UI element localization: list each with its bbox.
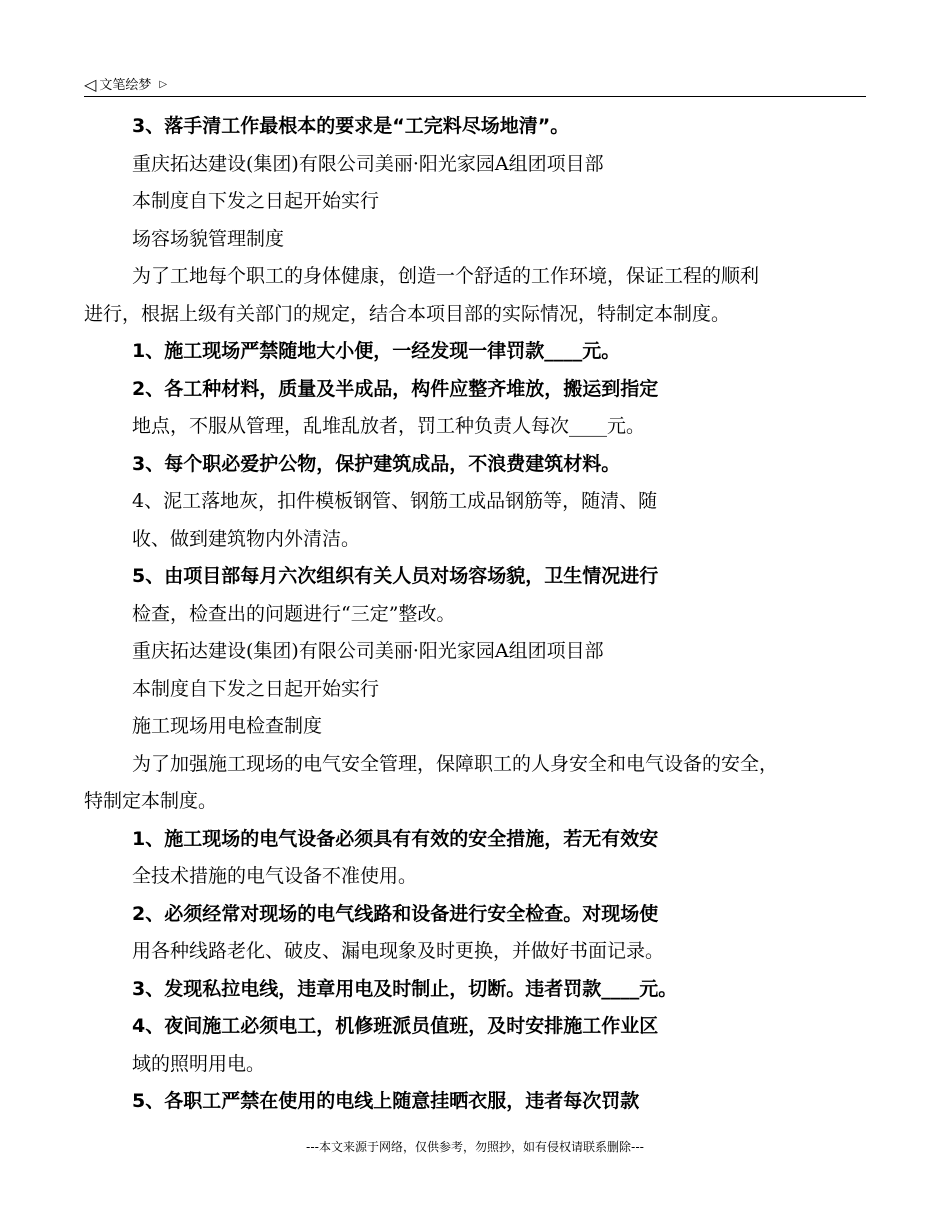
body-line: 1、施工现场的电气设备必须具有有效的安全措施，若无有效安 (132, 827, 659, 850)
document-body (84, 108, 874, 1121)
body-line: 本制度自下发之日起开始实行 (132, 677, 380, 700)
page-header (84, 68, 866, 97)
body-line: 3、发现私拉电线，违章用电及时制止，切断。违者罚款____元。 (132, 977, 678, 1000)
triangle-left-icon: ◁ (84, 75, 97, 94)
body-line: 5、由项目部每月六次组织有关人员对场容场貌，卫生情况进行 (132, 565, 659, 587)
section-title: 场容场貌管理制度 (132, 227, 285, 250)
body-line: 2、各工种材料，质量及半成品，构件应整齐堆放，搬运到指定 (132, 377, 659, 400)
body-line: 用各种线路老化、破皮、漏电现象及时更换，并做好书面记录。 (132, 940, 665, 962)
body-line: 本制度自下发之日起开始实行 (132, 190, 380, 212)
body-line: 重庆拓达建设(集团)有限公司美丽·阳光家园A组团项目部 (132, 640, 604, 662)
body-line: 地点，不服从管理，乱堆乱放者，罚工种负责人每次____元。 (132, 415, 646, 437)
triangle-right-icon: ▷ (159, 79, 168, 90)
body-line: 1、施工现场严禁随地大小便，一经发现一律罚款____元。 (132, 340, 621, 362)
body-line: 4、泥工落地灰，扣件模板钢管、钢筋工成品钢筋等，随清、随 (132, 490, 658, 512)
page-footer: ---本文来源于网络，仅供参考，勿照抄，如有侵权请联系删除--- (306, 1140, 644, 1154)
body-line: 为了加强施工现场的电气安全管理，保障职工的人身安全和电气设备的安全， (132, 752, 779, 775)
body-line: 重庆拓达建设(集团)有限公司美丽·阳光家园A组团项目部 (132, 152, 604, 175)
body-line: 全技术措施的电气设备不准使用。 (132, 865, 418, 887)
header-title-group (84, 74, 167, 94)
body-line: 5、各职工严禁在使用的电线上随意挂晒衣服，违者每次罚款 (132, 1090, 640, 1112)
body-line: 特制定本制度。 (84, 790, 218, 812)
body-line: 进行，根据上级有关部门的规定，结合本项目部的实际情况，特制定本制度。 (84, 302, 731, 325)
body-line: 检查，检查出的问题进行“三定”整改。 (132, 602, 456, 625)
section-title: 施工现场用电检查制度 (132, 715, 323, 737)
body-line: 3、落手清工作最根本的要求是“工完料尽场地清”。 (132, 115, 570, 137)
body-line: 3、每个职必爱护公物，保护建筑成品，不浪费建筑材料。 (132, 452, 621, 475)
body-line: 域的照明用电。 (132, 1052, 266, 1075)
body-line: 2、必须经常对现场的电气线路和设备进行安全检查。对现场使 (132, 902, 659, 925)
body-line: 收、做到建筑物内外清洁。 (132, 527, 361, 550)
header-title: 文笔绘梦 (99, 78, 152, 93)
body-line: 为了工地每个职工的身体健康，创造一个舒适的工作环境，保证工程的顺利 (132, 265, 760, 287)
body-line: 4、夜间施工必须电工，机修班派员值班，及时安排施工作业区 (132, 1015, 659, 1037)
